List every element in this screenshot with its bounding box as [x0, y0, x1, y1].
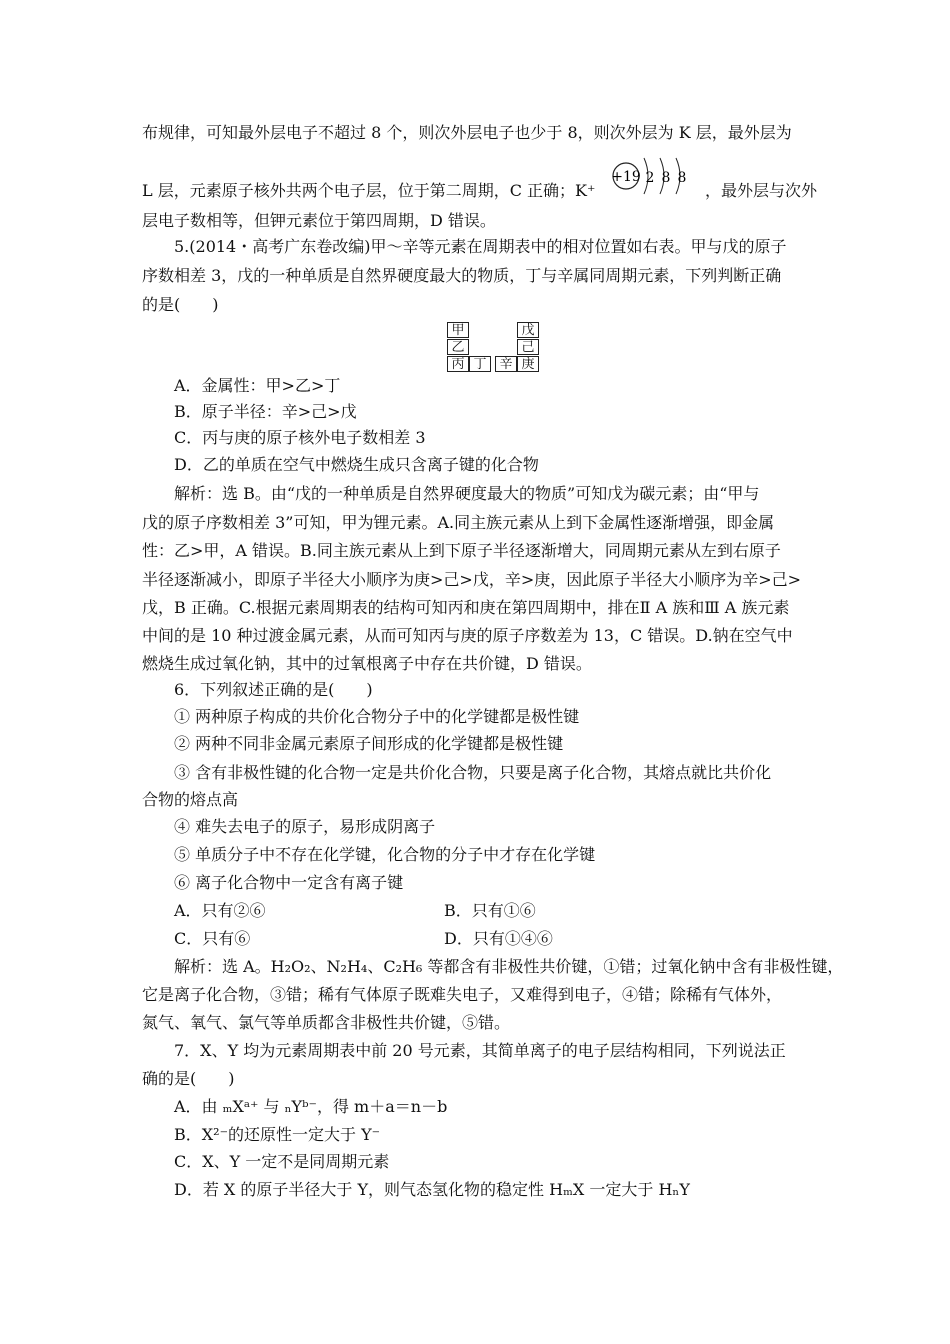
- text-line: ，最外层与次外: [705, 181, 818, 200]
- question-5-stem: 序数相差 3，戊的一种单质是自然界硬度最大的物质，丁与辛属同周期元素，下列判断正确: [142, 266, 782, 285]
- question-6-stem: 6．下列叙述正确的是( ): [174, 680, 373, 699]
- statement: ⑤ 单质分子中不存在化学键，化合物的分子中才存在化学键: [174, 845, 596, 864]
- table-cell: 乙: [447, 339, 469, 355]
- question-7-stem: 确的是( ): [142, 1069, 235, 1088]
- statement: ② 两种不同非金属元素原子间形成的化学键都是极性键: [174, 734, 564, 753]
- option: D．若 X 的原子半径大于 Y，则气态氢化物的稳定性 HₘX 一定大于 HₙY: [174, 1180, 690, 1199]
- table-cell: 丙: [447, 356, 469, 372]
- nucleus-charge: +19: [611, 169, 641, 185]
- table-cell: 辛: [495, 356, 517, 372]
- analysis-text: 性：乙>甲，A 错误。B.同主族元素从上到下原子半径逐渐增大，同周期元素从左到右原子: [142, 541, 781, 560]
- analysis-text: 半径逐渐减小，即原子半径大小顺序为庚>己>戊，辛>庚，因此原子半径大小顺序为辛>己>: [142, 570, 802, 589]
- statement: ④ 难失去电子的原子，易形成阴离子: [174, 817, 436, 836]
- analysis-text: 氮气、氧气、氯气等单质都含非极性共价键，⑤错。: [142, 1013, 511, 1032]
- analysis-text: 燃烧生成过氧化钠，其中的过氧根离子中存在共价键，D 错误。: [142, 654, 592, 673]
- shell-electrons: 8: [661, 170, 671, 186]
- text-line: 布规律，可知最外层电子不超过 8 个，则次外层电子也少于 8，则次外层为 K 层，最外层为: [142, 123, 792, 142]
- statement: ③ 含有非极性键的化合物一定是共价化合物，只要是离子化合物，其熔点就比共价化: [174, 763, 772, 782]
- option: D．乙的单质在空气中燃烧生成只含离子键的化合物: [174, 455, 539, 474]
- statement: ⑥ 离子化合物中一定含有离子键: [174, 873, 404, 892]
- option: B．只有①⑥: [444, 901, 536, 920]
- option: D．只有①④⑥: [444, 929, 553, 948]
- table-cell: 甲: [447, 322, 469, 338]
- option: A．由 ₘXᵃ⁺ 与 ₙYᵇ⁻，得 m＋a＝n－b: [174, 1097, 448, 1116]
- question-7-stem: 7．X、Y 均为元素周期表中前 20 号元素，其简单离子的电子层结构相同，下列说法正: [174, 1041, 786, 1060]
- potassium-ion-structure-diagram: [608, 150, 694, 206]
- analysis-text: 解析：选 B。由“戊的一种单质是自然界硬度最大的物质”可知戊为碳元素；由“甲与: [174, 484, 760, 503]
- option: B．原子半径：辛>己>戊: [174, 402, 357, 421]
- option: C．X、Y 一定不是同周期元素: [174, 1152, 390, 1171]
- question-5-stem: 的是( ): [142, 295, 219, 314]
- option: C．丙与庚的原子核外电子数相差 3: [174, 428, 426, 447]
- table-cell: 己: [517, 339, 539, 355]
- periodic-table-excerpt: [447, 322, 539, 374]
- table-cell: 戊: [517, 322, 539, 338]
- text-line: L 层，元素原子核外共两个电子层，位于第二周期，C 正确；K⁺: [142, 181, 596, 200]
- analysis-text: 它是离子化合物，③错；稀有气体原子既难失电子，又难得到电子，④错；除稀有气体外，: [142, 985, 783, 1004]
- analysis-text: 戊，B 正确。C.根据元素周期表的结构可知丙和庚在第四周期中，排在Ⅱ A 族和Ⅲ A 族元素: [142, 598, 790, 617]
- question-5-stem: 5.(2014・高考广东卷改编)甲～辛等元素在周期表中的相对位置如右表。甲与戊的原子: [174, 237, 787, 256]
- analysis-text: 戊的原子序数相差 3”可知，甲为锂元素。A.同主族元素从上到下金属性逐渐增强，即金属: [142, 513, 775, 532]
- statement: 合物的熔点高: [142, 790, 239, 809]
- option: B．X²⁻的还原性一定大于 Y⁻: [174, 1125, 381, 1144]
- table-cell: 丁: [469, 356, 491, 372]
- table-cell: 庚: [517, 356, 539, 372]
- text-line: 层电子数相等，但钾元素位于第四周期，D 错误。: [142, 211, 496, 230]
- shell-electrons: 8: [677, 170, 687, 186]
- analysis-text: 中间的是 10 种过渡金属元素，从而可知丙与庚的原子序数差为 13，C 错误。D.钠在空气中: [142, 626, 793, 645]
- option: A．只有②⑥: [174, 901, 266, 920]
- option: A．金属性：甲>乙>丁: [174, 376, 341, 395]
- analysis-text: 解析：选 A。H₂O₂、N₂H₄、C₂H₆ 等都含有非极性共价键，①错；过氧化钠中含有非极性键，: [174, 957, 844, 976]
- statement: ① 两种原子构成的共价化合物分子中的化学键都是极性键: [174, 707, 580, 726]
- option: C．只有⑥: [174, 929, 251, 948]
- shell-electrons: 2: [645, 170, 655, 186]
